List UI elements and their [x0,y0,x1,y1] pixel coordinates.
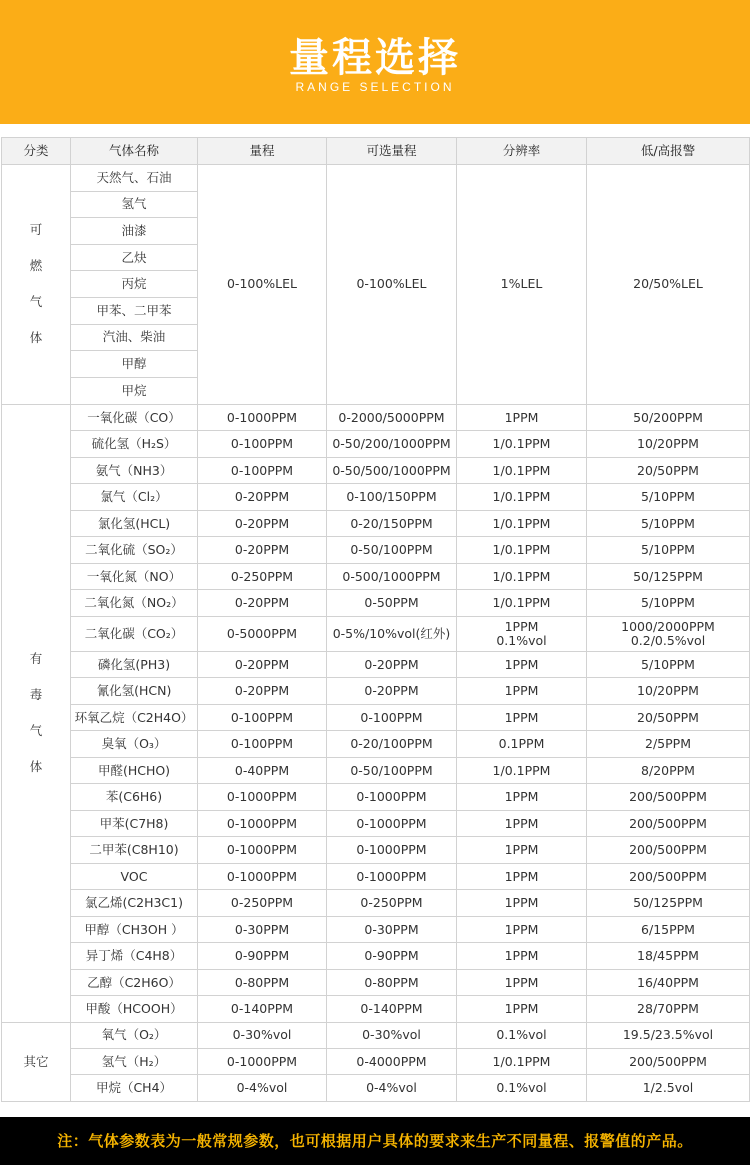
resolution-cell: 1PPM [457,651,587,678]
alarm-cell: 20/50%LEL [587,165,750,405]
range-cell: 0-1000PPM [198,837,327,864]
table-row [2,651,750,678]
resolution-cell: 1/0.1PPM [457,484,587,511]
gas-name: 氯乙烯(C2H3C1) [71,890,198,917]
category-other: 其它 [2,1022,71,1101]
optional-range-cell: 0-20/100PPM [327,731,457,758]
range-table-body [2,138,750,1102]
range-cell: 0-100%LEL [198,165,327,405]
resolution-cell: 1/0.1PPM [457,563,587,590]
optional-range-cell: 0-30PPM [327,916,457,943]
resolution-cell: 1/0.1PPM [457,510,587,537]
gas-name: 氯化氢(HCL) [71,510,198,537]
category-char: 毒 [29,687,43,703]
range-cell: 0-30%vol [198,1022,327,1048]
category-char: 气 [29,294,43,310]
alarm-cell: 19.5/23.5%vol [587,1022,750,1048]
gas-name: 甲苯(C7H8) [71,810,198,837]
range-cell: 0-90PPM [198,943,327,970]
table-row [2,484,750,511]
alarm-cell-line: 1000/2000PPM [621,618,715,634]
table-row [2,510,750,537]
alarm-cell: 50/125PPM [587,563,750,590]
alarm-cell: 20/50PPM [587,457,750,484]
table-row [2,1075,750,1101]
optional-range-cell: 0-1000PPM [327,863,457,890]
resolution-cell: 1%LEL [457,165,587,405]
resolution-cell: 1PPM [457,996,587,1023]
table-row [2,969,750,996]
column-header: 气体名称 [71,138,198,165]
range-cell: 0-20PPM [198,484,327,511]
range-cell: 0-100PPM [198,457,327,484]
gas-name: 氧气（O₂） [71,1022,198,1048]
gas-name: 一氧化碳（CO） [71,404,198,431]
optional-range-cell: 0-100PPM [327,704,457,731]
alarm-cell [587,616,750,651]
gas-name: 甲烷 [71,377,198,404]
alarm-cell: 6/15PPM [587,916,750,943]
range-cell: 0-20PPM [198,651,327,678]
category-char: 有 [29,651,43,667]
gas-name: 二氧化硫（SO₂） [71,537,198,564]
resolution-cell: 1/0.1PPM [457,537,587,564]
range-cell: 0-1000PPM [198,810,327,837]
range-cell: 0-20PPM [198,537,327,564]
resolution-cell: 1PPM [457,704,587,731]
table-row [2,704,750,731]
gas-name: 一氧化氮（NO） [71,563,198,590]
alarm-cell: 2/5PPM [587,731,750,758]
optional-range-cell: 0-500/1000PPM [327,563,457,590]
alarm-cell: 8/20PPM [587,757,750,784]
column-header: 量程 [198,138,327,165]
alarm-cell: 50/200PPM [587,404,750,431]
optional-range-cell: 0-4000PPM [327,1049,457,1075]
gas-name: 油漆 [71,218,198,245]
alarm-cell: 200/500PPM [587,784,750,811]
gas-name: 乙醇（C2H6O） [71,969,198,996]
gas-name: VOC [71,863,198,890]
alarm-cell: 5/10PPM [587,651,750,678]
range-cell: 0-5000PPM [198,616,327,651]
table-row [2,837,750,864]
optional-range-cell: 0-250PPM [327,890,457,917]
optional-range-cell: 0-50/100PPM [327,537,457,564]
optional-range-cell: 0-2000/5000PPM [327,404,457,431]
resolution-cell-line: 0.1%vol [496,632,547,648]
gas-name: 硫化氢（H₂S） [71,431,198,458]
optional-range-cell: 0-1000PPM [327,784,457,811]
range-cell: 0-1000PPM [198,784,327,811]
resolution-cell: 1PPM [457,810,587,837]
table-row [2,537,750,564]
gas-name: 二甲苯(C8H10) [71,837,198,864]
table-row [2,590,750,617]
range-cell: 0-140PPM [198,996,327,1023]
table-row [2,1022,750,1048]
gas-name: 甲醇 [71,351,198,378]
alarm-cell: 28/70PPM [587,996,750,1023]
range-cell: 0-250PPM [198,563,327,590]
range-cell: 0-4%vol [198,1075,327,1101]
alarm-cell: 5/10PPM [587,484,750,511]
gas-name: 乙炔 [71,244,198,271]
alarm-cell: 5/10PPM [587,537,750,564]
gas-name: 臭氧（O₃） [71,731,198,758]
range-cell: 0-1000PPM [198,404,327,431]
range-cell: 0-100PPM [198,431,327,458]
table-row [2,943,750,970]
optional-range-cell: 0-1000PPM [327,837,457,864]
resolution-cell: 1PPM [457,890,587,917]
table-row [2,890,750,917]
alarm-cell: 5/10PPM [587,510,750,537]
column-header: 可选量程 [327,138,457,165]
optional-range-cell: 0-50PPM [327,590,457,617]
resolution-cell: 1PPM [457,943,587,970]
gas-name: 异丁烯（C4H8） [71,943,198,970]
footer-note: 注：气体参数表为一般常规参数，也可根据用户具体的要求来生产不同量程、报警值的产品。 [0,1117,750,1165]
table-row [2,1049,750,1075]
table-row [2,404,750,431]
category-char: 可 [29,222,43,238]
optional-range-cell: 0-100%LEL [327,165,457,405]
alarm-cell: 16/40PPM [587,969,750,996]
range-cell: 0-100PPM [198,731,327,758]
table-row [2,863,750,890]
optional-range-cell: 0-50/200/1000PPM [327,431,457,458]
category-combustible [2,165,71,405]
table-row [2,757,750,784]
gas-name: 氯气（Cl₂） [71,484,198,511]
gas-name: 甲苯、二甲苯 [71,297,198,324]
optional-range-cell: 0-20PPM [327,651,457,678]
range-cell: 0-20PPM [198,678,327,705]
table-row [2,616,750,651]
column-header: 低/高报警 [587,138,750,165]
table-row [2,996,750,1023]
range-table [1,137,750,1102]
optional-range-cell: 0-50/500/1000PPM [327,457,457,484]
header-banner [0,0,750,124]
table-row [2,916,750,943]
gas-name: 丙烷 [71,271,198,298]
gas-name: 氢气 [71,191,198,218]
alarm-cell: 1/2.5vol [587,1075,750,1101]
gas-name: 甲醛(HCHO) [71,757,198,784]
gas-name: 磷化氢(PH3) [71,651,198,678]
resolution-cell [457,616,587,651]
page-subtitle: RANGE SELECTION [295,80,455,94]
gas-name: 二氧化氮（NO₂） [71,590,198,617]
optional-range-cell: 0-30%vol [327,1022,457,1048]
column-header: 分类 [2,138,71,165]
resolution-cell: 1PPM [457,863,587,890]
optional-range-cell: 0-1000PPM [327,810,457,837]
table-row [2,678,750,705]
category-char: 体 [29,759,43,775]
resolution-cell: 1PPM [457,678,587,705]
gas-name: 天然气、石油 [71,165,198,192]
alarm-cell: 20/50PPM [587,704,750,731]
resolution-cell: 0.1PPM [457,731,587,758]
table-header-row [2,138,750,165]
optional-range-cell: 0-90PPM [327,943,457,970]
category-char: 气 [29,723,43,739]
page-title: 量程选择 [289,35,461,81]
gas-name: 甲酸（HCOOH） [71,996,198,1023]
gas-name: 氰化氢(HCN) [71,678,198,705]
gas-name: 氨气（NH3） [71,457,198,484]
range-cell: 0-40PPM [198,757,327,784]
alarm-cell: 5/10PPM [587,590,750,617]
resolution-cell: 1/0.1PPM [457,457,587,484]
resolution-cell: 1PPM [457,837,587,864]
alarm-cell: 10/20PPM [587,431,750,458]
alarm-cell: 10/20PPM [587,678,750,705]
gas-name: 甲烷（CH4） [71,1075,198,1101]
table-row [2,810,750,837]
gas-name: 氢气（H₂） [71,1049,198,1075]
range-cell: 0-1000PPM [198,1049,327,1075]
resolution-cell: 1PPM [457,916,587,943]
resolution-cell: 1PPM [457,404,587,431]
table-row [2,431,750,458]
table-row [2,563,750,590]
alarm-cell: 200/500PPM [587,863,750,890]
resolution-cell: 1/0.1PPM [457,431,587,458]
gas-name: 苯(C6H6) [71,784,198,811]
alarm-cell-line: 0.2/0.5%vol [630,632,706,648]
category-char: 燃 [29,258,43,274]
gas-name: 汽油、柴油 [71,324,198,351]
range-cell: 0-100PPM [198,704,327,731]
column-header: 分辨率 [457,138,587,165]
alarm-cell: 18/45PPM [587,943,750,970]
range-cell: 0-250PPM [198,890,327,917]
resolution-cell: 0.1%vol [457,1022,587,1048]
optional-range-cell: 0-80PPM [327,969,457,996]
alarm-cell: 50/125PPM [587,890,750,917]
optional-range-cell: 0-4%vol [327,1075,457,1101]
resolution-cell: 1/0.1PPM [457,590,587,617]
table-row [2,165,750,192]
optional-range-cell: 0-100/150PPM [327,484,457,511]
range-cell: 0-30PPM [198,916,327,943]
range-cell: 0-20PPM [198,590,327,617]
range-cell: 0-1000PPM [198,863,327,890]
resolution-cell: 1/0.1PPM [457,1049,587,1075]
category-char: 体 [29,330,43,346]
optional-range-cell: 0-20/150PPM [327,510,457,537]
resolution-cell: 0.1%vol [457,1075,587,1101]
alarm-cell: 200/500PPM [587,837,750,864]
optional-range-cell: 0-20PPM [327,678,457,705]
alarm-cell: 200/500PPM [587,810,750,837]
resolution-cell: 1/0.1PPM [457,757,587,784]
table-row [2,731,750,758]
range-cell: 0-20PPM [198,510,327,537]
category-toxic [2,404,71,1022]
range-cell: 0-80PPM [198,969,327,996]
resolution-cell: 1PPM [457,784,587,811]
optional-range-cell: 0-140PPM [327,996,457,1023]
gas-name: 环氧乙烷（C2H4O） [71,704,198,731]
resolution-cell-line: 1PPM [504,618,539,634]
gas-name: 二氧化碳（CO₂） [71,616,198,651]
optional-range-cell: 0-5%/10%vol(红外) [327,616,457,651]
resolution-cell: 1PPM [457,969,587,996]
alarm-cell: 200/500PPM [587,1049,750,1075]
table-row [2,784,750,811]
gas-name: 甲醇（CH3OH ） [71,916,198,943]
table-row [2,457,750,484]
optional-range-cell: 0-50/100PPM [327,757,457,784]
